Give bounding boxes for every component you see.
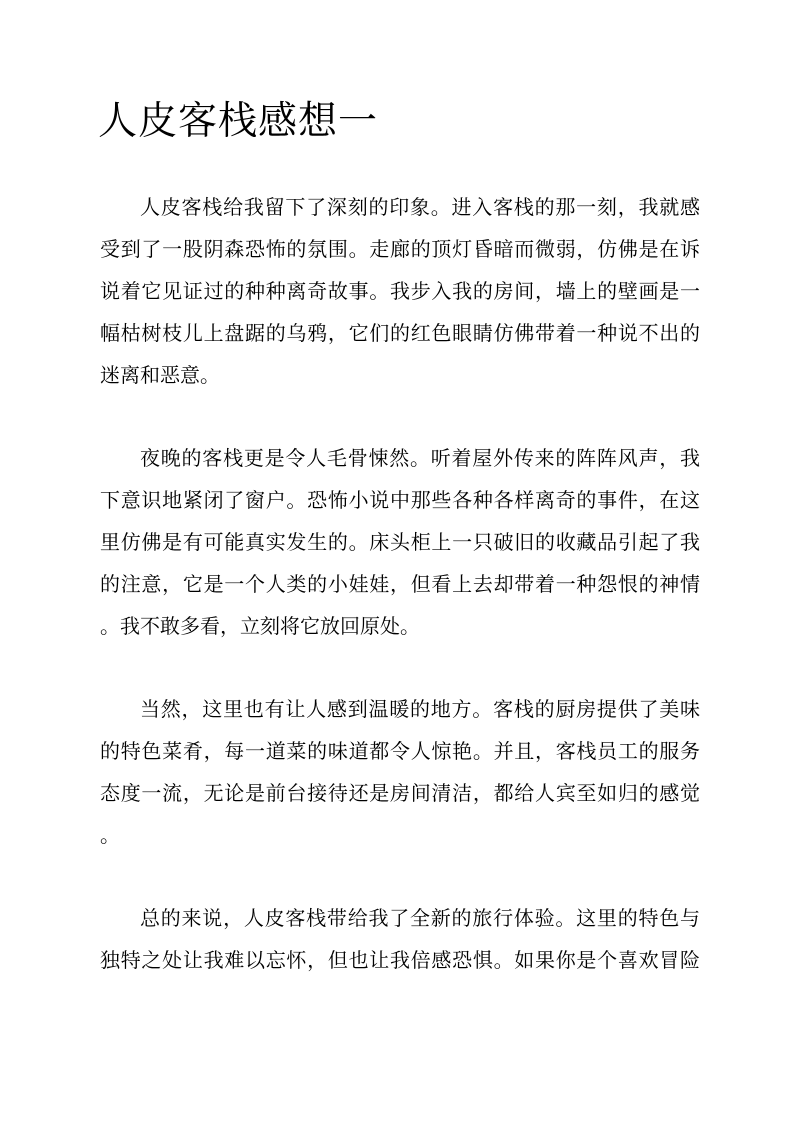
paragraph-line: 的特色菜肴，每一道菜的味道都令人惊艳。并且，客栈员工的服务	[100, 739, 700, 763]
paragraph-line: 总的来说，人皮客栈带给我了全新的旅行体验。这里的特色与	[140, 906, 700, 930]
paragraph-line: 说着它见证过的种种离奇故事。我步入我的房间，墙上的壁画是一	[100, 279, 700, 303]
paragraph-1	[100, 186, 700, 396]
paragraph-line: 当然，这里也有让人感到温暖的地方。客栈的厨房提供了美味	[140, 697, 700, 721]
paragraph-line: 里仿佛是有可能真实发生的。床头柜上一只破旧的收藏品引起了我	[100, 530, 700, 554]
paragraph-line: 的注意，它是一个人类的小娃娃，但看上去却带着一种怨恨的神情	[100, 572, 700, 596]
paragraph-line: 。	[100, 823, 120, 847]
paragraph-line: 受到了一股阴森恐怖的氛围。走廊的顶灯昏暗而微弱，仿佛是在诉	[100, 237, 700, 261]
document-title: 人皮客栈感想一	[98, 99, 379, 144]
paragraph-2	[100, 437, 700, 647]
paragraph-line: 独特之处让我难以忘怀，但也让我倍感恐惧。如果你是个喜欢冒险	[100, 948, 700, 972]
paragraph-line: 幅枯树枝儿上盘踞的乌鸦，它们的红色眼睛仿佛带着一种说不出的	[100, 321, 700, 345]
paragraph-4	[100, 897, 700, 981]
paragraph-line: 夜晚的客栈更是令人毛骨悚然。听着屋外传来的阵阵风声，我	[140, 446, 700, 470]
paragraph-line: 下意识地紧闭了窗户。恐怖小说中那些各种各样离奇的事件，在这	[100, 488, 700, 512]
paragraph-line: 人皮客栈给我留下了深刻的印象。进入客栈的那一刻，我就感	[140, 195, 700, 219]
document-body	[100, 186, 700, 1022]
paragraph-line: 态度一流，无论是前台接待还是房间清洁，都给人宾至如归的感觉	[100, 781, 700, 805]
paragraph-3	[100, 688, 700, 856]
paragraph-line: 。我不敢多看，立刻将它放回原处。	[100, 614, 420, 638]
paragraph-line: 迷离和恶意。	[100, 363, 220, 387]
